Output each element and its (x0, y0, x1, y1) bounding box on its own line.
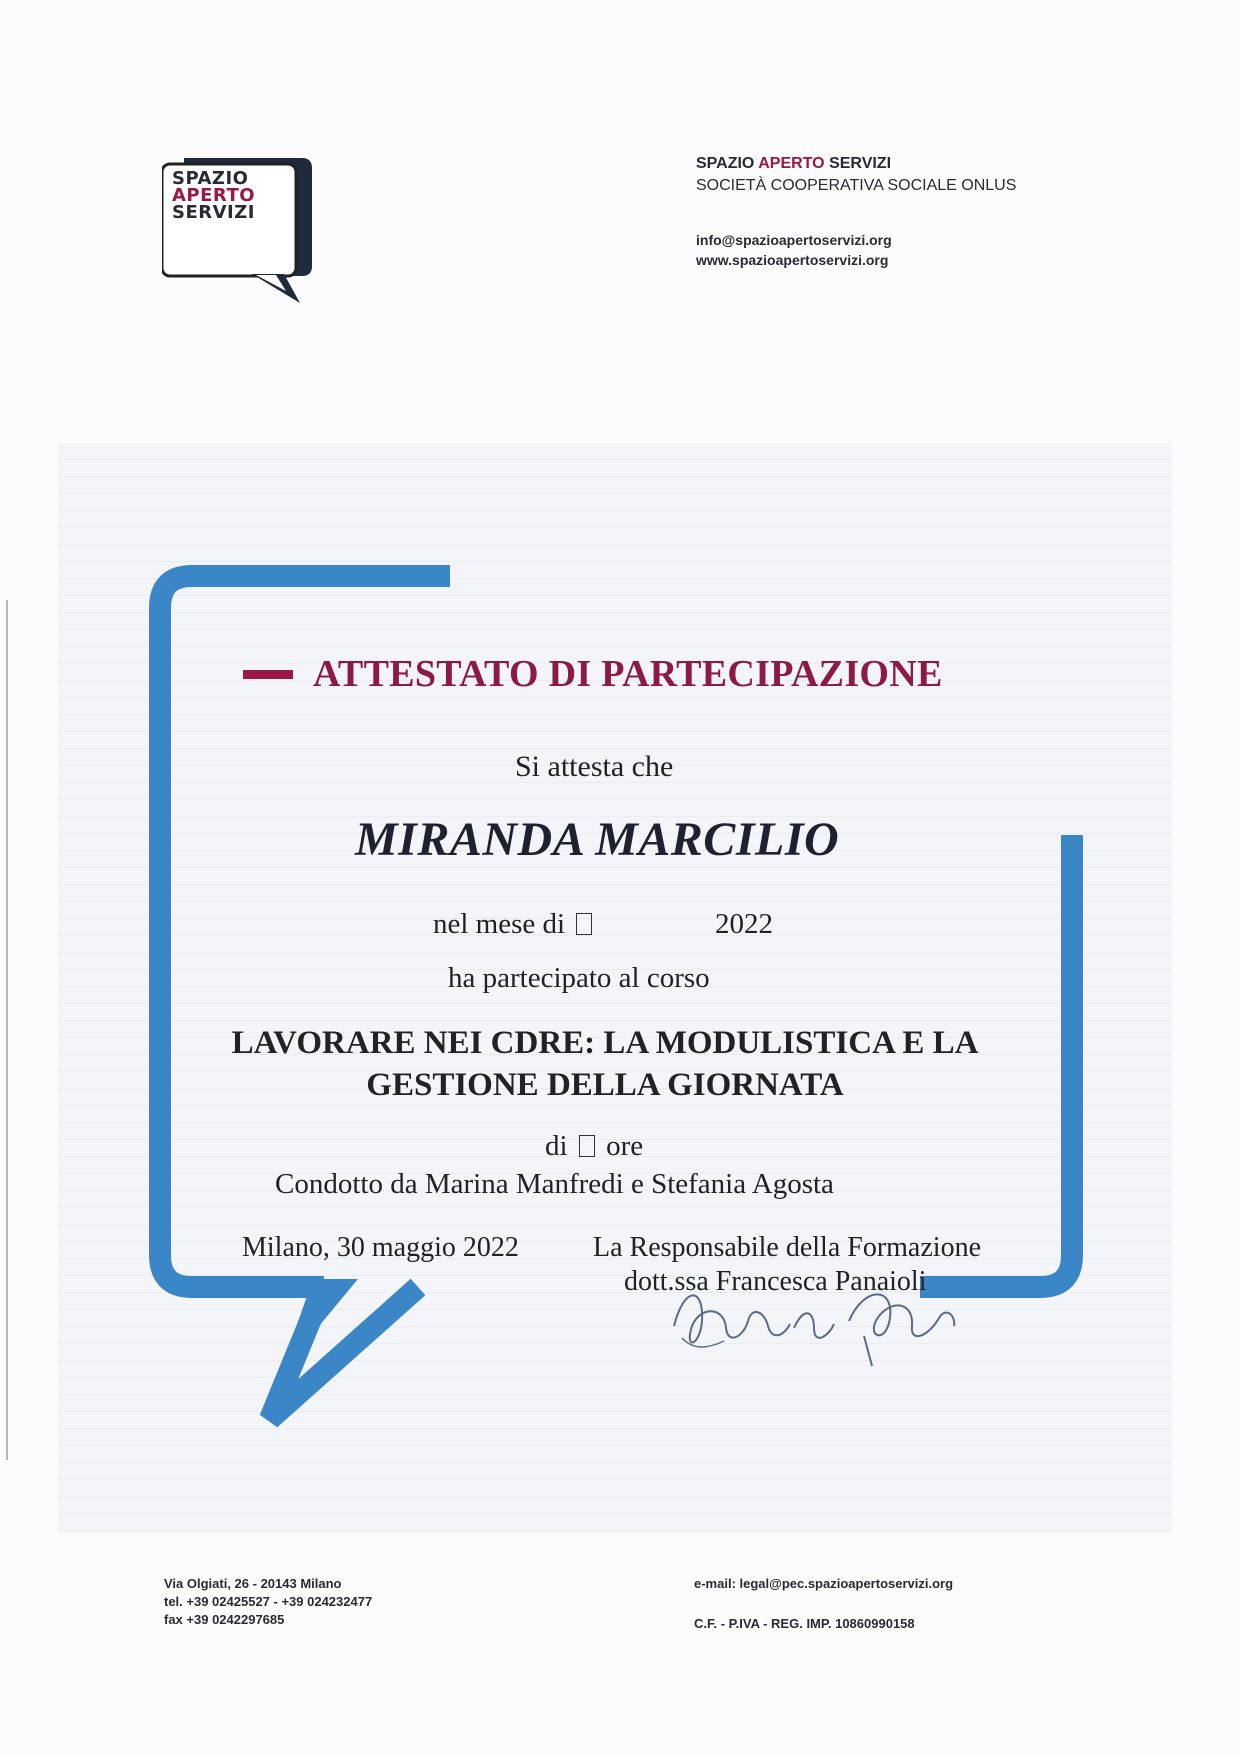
org-name-part2: APERTO (758, 155, 825, 172)
hours-blank-box (579, 1135, 595, 1157)
responsible-name: dott.ssa Francesca Panaioli (624, 1266, 927, 1297)
hours-line (545, 1130, 643, 1163)
logo-line-3: SERVIZI (172, 202, 255, 223)
footer-tel: tel. +39 02425527 - +39 024232477 (164, 1594, 373, 1609)
place-date: Milano, 30 maggio 2022 (242, 1232, 519, 1263)
intro-text: Si attesta che (515, 750, 674, 783)
logo-line-1: SPAZIO (172, 168, 249, 189)
footer-tax: C.F. - P.IVA - REG. IMP. 10860990158 (694, 1616, 915, 1631)
org-block (696, 153, 1016, 197)
month-blank-box (576, 913, 592, 935)
website-link[interactable]: www.spazioapertoservizi.org (696, 252, 889, 268)
month-line (433, 908, 596, 941)
footer-legal-block (694, 1575, 953, 1633)
hours-suffix: ore (606, 1130, 644, 1162)
logo-line-2: APERTO (172, 185, 256, 206)
contacts (696, 230, 892, 270)
certificate-title-row (243, 652, 943, 696)
org-subtitle: SOCIETÀ COOPERATIVA SOCIALE ONLUS (696, 177, 1017, 194)
footer-address: Via Olgiati, 26 - 20143 Milano (164, 1576, 342, 1591)
title-dash (243, 670, 293, 679)
org-name (696, 153, 1016, 175)
footer-pec[interactable]: e-mail: legal@pec.spazioapertoservizi.org (694, 1576, 954, 1591)
email-link[interactable]: info@spazioapertoservizi.org (696, 232, 892, 248)
signature-icon (664, 1266, 964, 1376)
org-name-part1: SPAZIO (696, 155, 755, 172)
conducted-by: Condotto da Marina Manfredi e Stefania Agosta (275, 1168, 834, 1200)
hours-prefix: di (545, 1130, 568, 1162)
scan-edge (6, 600, 8, 1460)
footer-address-block (164, 1575, 372, 1629)
footer-fax: fax +39 0242297685 (164, 1612, 285, 1627)
responsible-role: La Responsabile della Formazione (593, 1232, 981, 1263)
certificate-title: ATTESTATO DI PARTECIPAZIONE (313, 653, 943, 695)
logo-text (172, 170, 255, 221)
course-title: LAVORARE NEI CDRE: LA MODULISTICA E LA GESTIONE DELLA GIORNATA (231, 1025, 979, 1103)
org-name-part3: SERVIZI (829, 155, 892, 172)
participant-name: MIRANDA MARCILIO (355, 813, 840, 866)
attended-text: ha partecipato al corso (448, 962, 710, 994)
year: 2022 (715, 908, 773, 940)
month-prefix: nel mese di (433, 908, 566, 940)
